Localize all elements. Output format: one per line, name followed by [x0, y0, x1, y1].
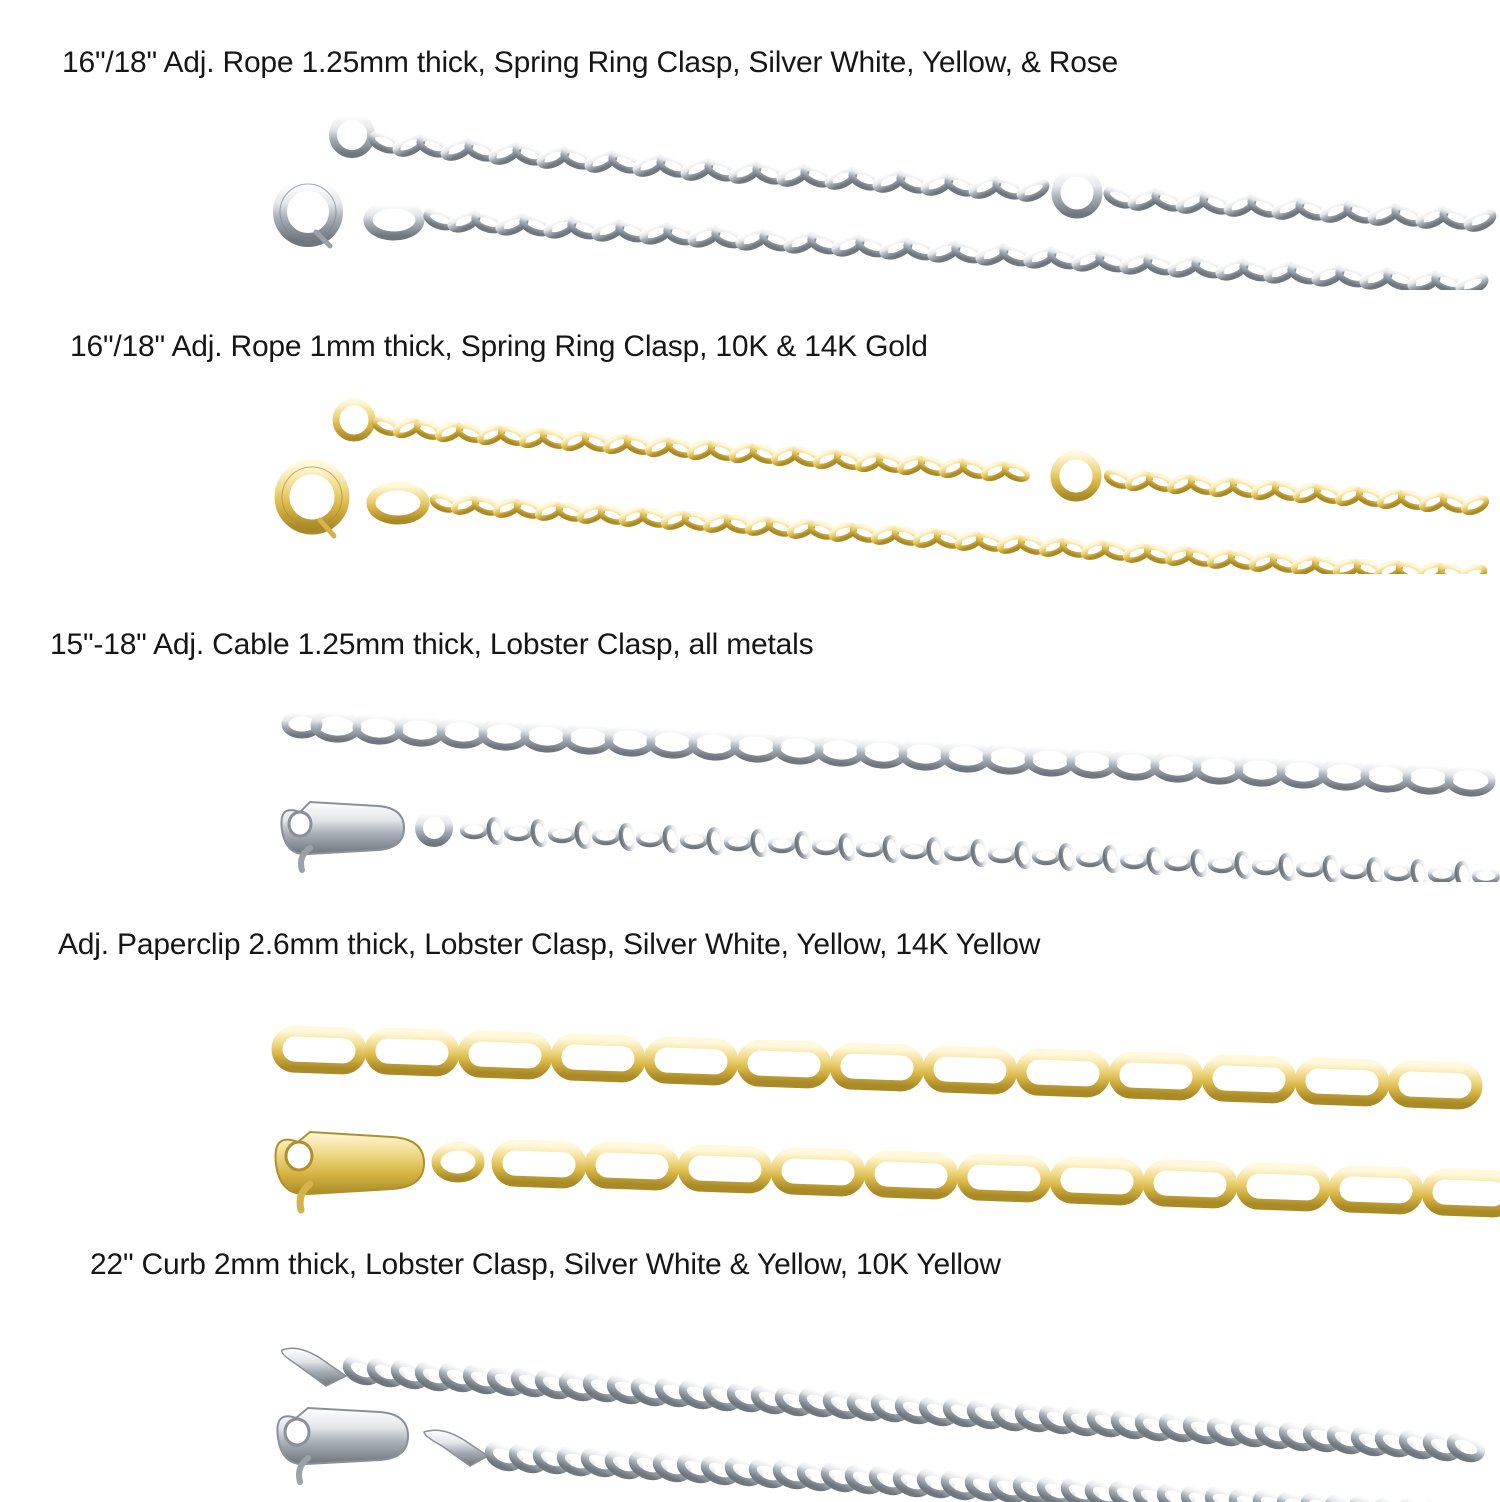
- rope-strand-lower: [431, 493, 1487, 574]
- chain-illustration-paperclip-gold: [0, 962, 1500, 1222]
- chain-option-paperclip-2-6mm: [0, 928, 1500, 1222]
- chain-illustration-rope-silver: [0, 80, 1500, 290]
- cable-chain-lower: [462, 818, 1498, 882]
- lobster-clasp-icon: [277, 1408, 488, 1482]
- lobster-clasp-icon: [275, 1132, 480, 1210]
- chain-option-rope-1-25mm-silver: [0, 46, 1500, 290]
- spring-ring-clasp-icon: [280, 184, 420, 246]
- paperclip-strand-lower: [496, 1145, 1500, 1213]
- extender-chain-upper: [285, 711, 1493, 794]
- chain-option-curb-2mm: [0, 1248, 1500, 1502]
- chain-caption: Adj. Paperclip 2.6mm thick, Lobster Clasp, Silver White, Yellow, 14K Yellow: [58, 928, 1041, 961]
- paperclip-strand-upper: [276, 1031, 1477, 1105]
- chain-illustration-curb-silver: [0, 1282, 1500, 1502]
- chain-illustration-cable-silver: [0, 662, 1500, 882]
- chain-caption: 16"/18" Adj. Rope 1mm thick, Spring Ring Clasp, 10K & 14K Gold: [70, 330, 928, 363]
- chain-caption: 22" Curb 2mm thick, Lobster Clasp, Silver White & Yellow, 10K Yellow: [90, 1248, 1001, 1281]
- spring-ring-clasp-icon: [282, 467, 425, 536]
- chain-illustration-rope-gold: [0, 364, 1500, 574]
- chain-caption: 15"-18" Adj. Cable 1.25mm thick, Lobster Clasp, all metals: [50, 628, 814, 661]
- chain-option-cable-1-25mm: [0, 628, 1500, 882]
- lobster-clasp-icon: [281, 802, 449, 870]
- rope-strand-upper: [336, 402, 1488, 515]
- chain-caption: 16"/18" Adj. Rope 1.25mm thick, Spring Ring Clasp, Silver White, Yellow, & Rose: [62, 46, 1119, 79]
- rope-strand-upper: [333, 116, 1496, 232]
- chain-option-rope-1mm-gold: [0, 330, 1500, 574]
